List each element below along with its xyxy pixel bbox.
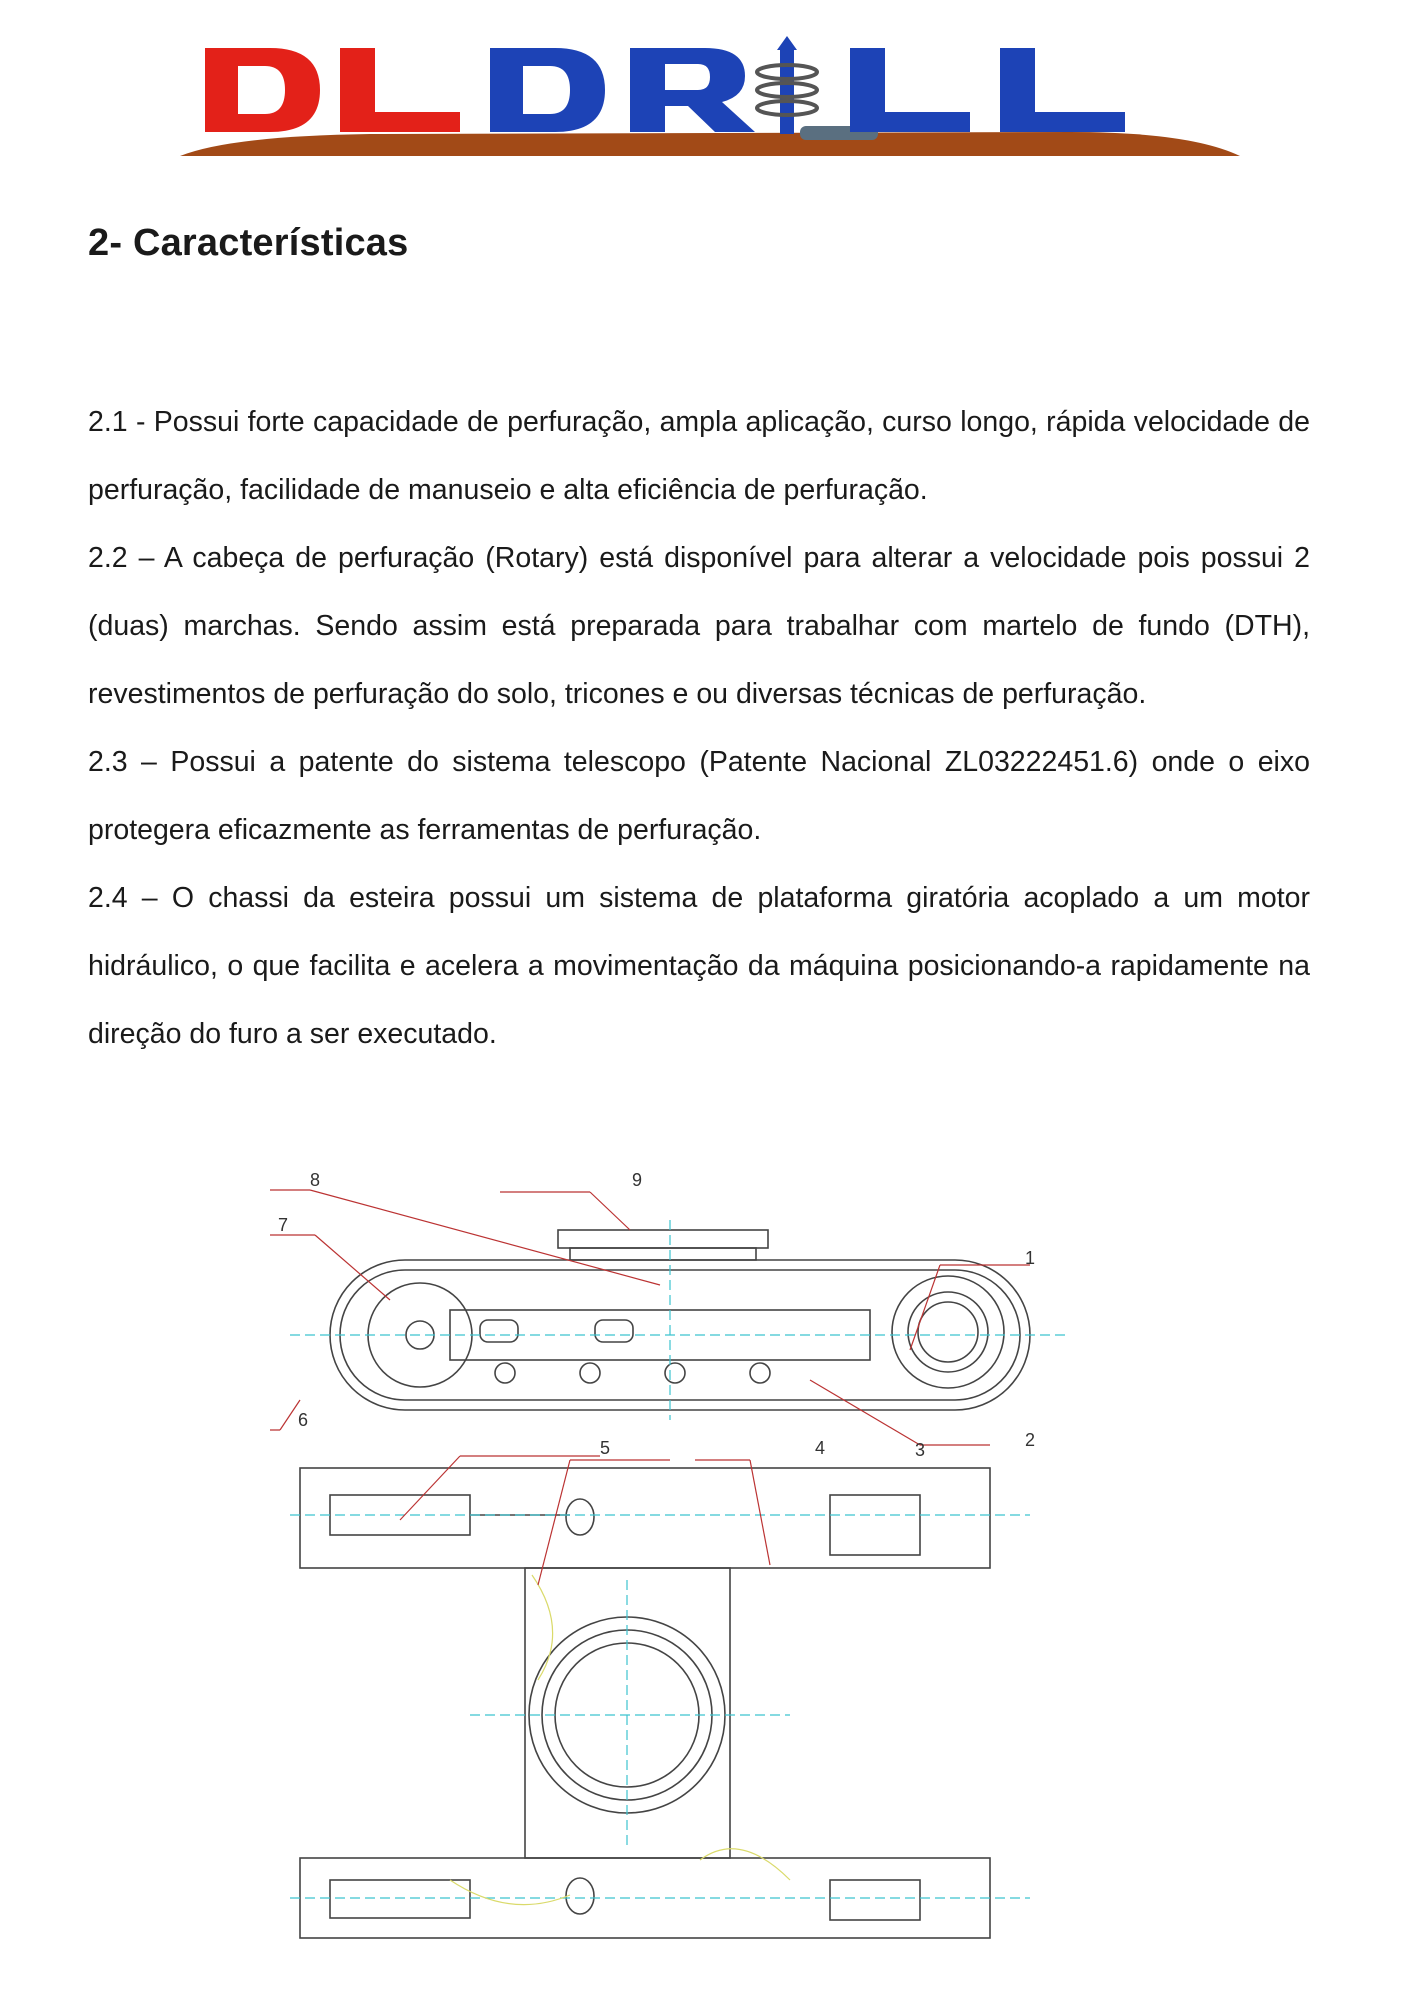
- paragraph-2-4: 2.4 – O chassi da esteira possui um sistema de plataforma giratória acoplado a um motor hidráulico, o que facilita e acelera a movimentação da máquina posicionando-a rapidamente na direção do furo a ser executado.: [88, 882, 1310, 1050]
- dldrill-logo: [170, 28, 1250, 168]
- crawler-chassis-diagram: [270, 1160, 1170, 1940]
- paragraph-2-3: 2.3 – Possui a patente do sistema telescopo (Patente Nacional ZL03222451.6) onde o eixo protegera eficazmente as ferramentas de perfuração.: [88, 746, 1310, 846]
- paragraph-2-2: 2.2 – A cabeça de perfuração (Rotary) está disponível para alterar a velocidade pois possui 2 (duas) marchas. Sendo assim está preparada para trabalhar com martelo de fundo (DTH), revestimentos de perfuração do solo, tricones e ou diversas técnicas de perfuração.: [88, 542, 1310, 710]
- figure-label-7: 7: [278, 1215, 289, 1235]
- figure-label-5: 5: [600, 1438, 611, 1458]
- figure-label-2: 2: [1025, 1430, 1036, 1450]
- section-title: 2- Características: [88, 222, 409, 264]
- figure-label-6: 6: [298, 1410, 309, 1430]
- figure-label-1: 1: [1025, 1248, 1036, 1268]
- section-body: [88, 388, 1310, 1068]
- figure-label-9: 9: [632, 1170, 643, 1190]
- figure-label-4: 4: [815, 1438, 826, 1458]
- paragraph-2-1: 2.1 - Possui forte capacidade de perfuração, ampla aplicação, curso longo, rápida velocidade de perfuração, facilidade de manuseio e alta eficiência de perfuração.: [88, 406, 1310, 506]
- figure-label-8: 8: [310, 1170, 321, 1190]
- figure-label-3: 3: [915, 1440, 926, 1460]
